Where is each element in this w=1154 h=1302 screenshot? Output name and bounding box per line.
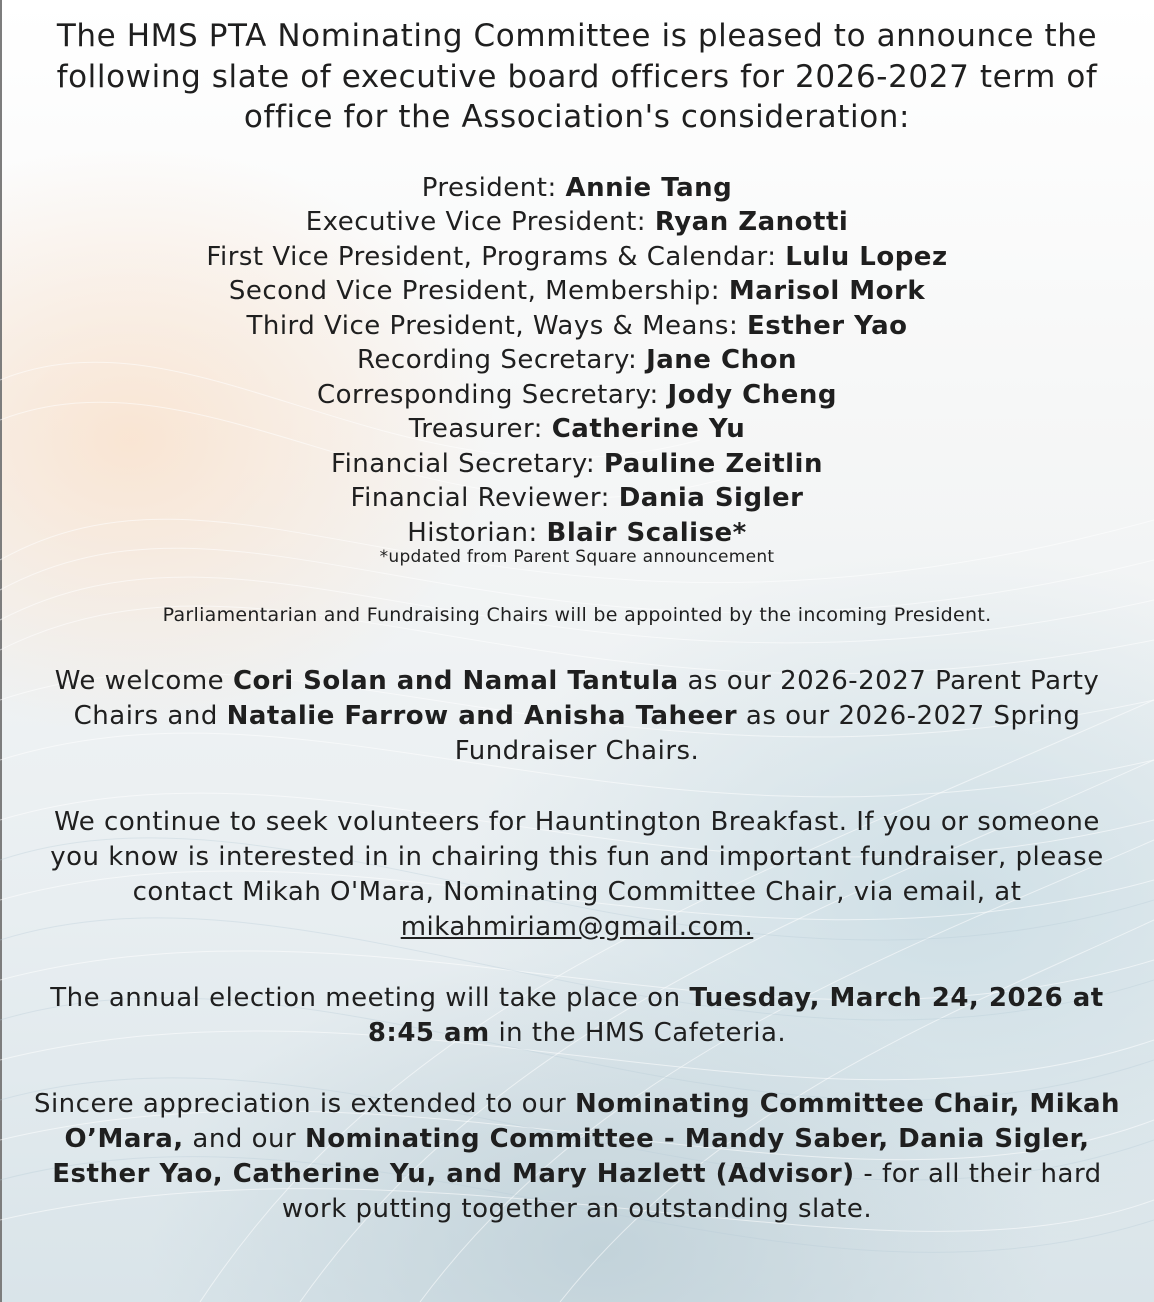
thanks-text: Sincere appreciation is extended to our bbox=[33, 1089, 576, 1119]
officer-name: Jody Cheng bbox=[667, 379, 838, 410]
thanks-text: and our bbox=[183, 1124, 305, 1154]
welcome-text: as our 2026-2027 Parent Party Chairs and bbox=[73, 666, 1100, 731]
volunteers-paragraph bbox=[32, 805, 1122, 945]
officer-name: Jane Chon bbox=[646, 345, 797, 375]
officer-slate bbox=[0, 171, 1154, 551]
meeting-date: Tuesday, March 24, 2026 at 8:45 am bbox=[367, 983, 1104, 1048]
flyer-content bbox=[0, 16, 1154, 1227]
committee-members: Nominating Committee - Mandy Saber, Dania Sigler, Esther Yao, Catherine Yu, and Mary Hazlett (Advisor) bbox=[52, 1124, 1090, 1189]
officer-role: Third Vice President, Ways & Means: bbox=[246, 310, 739, 341]
officer-name: Lulu Lopez bbox=[785, 241, 948, 272]
officer-role: Executive Vice President: bbox=[305, 207, 647, 237]
officer-row bbox=[0, 378, 1154, 413]
officer-name: Marisol Mork bbox=[728, 276, 926, 306]
officer-name: Blair Scalise* bbox=[546, 517, 747, 548]
officer-row bbox=[0, 447, 1154, 482]
officer-role: Treasurer: bbox=[408, 414, 543, 444]
meeting-text: The annual election meeting will take place on bbox=[50, 983, 690, 1013]
contact-email-link[interactable]: mikahmiriam@gmail.com. bbox=[400, 912, 754, 942]
welcome-paragraph bbox=[32, 664, 1122, 769]
thanks-text: - for all their hard work putting together an outstanding slate. bbox=[281, 1159, 1102, 1224]
officer-role: President: bbox=[421, 172, 557, 203]
officer-name: Dania Sigler bbox=[618, 483, 804, 513]
appointed-chairs-note: Parliamentarian and Fundraising Chairs will be appointed by the incoming President. bbox=[162, 604, 992, 626]
parent-party-chairs: Cori Solan and Namal Tantula bbox=[232, 666, 679, 696]
officer-role: Historian: bbox=[407, 517, 538, 548]
officer-row bbox=[0, 412, 1154, 447]
officer-row bbox=[0, 205, 1154, 240]
officer-name: Annie Tang bbox=[565, 172, 733, 203]
welcome-text: as our 2026-2027 Spring Fundraiser Chairs. bbox=[454, 701, 1081, 766]
committee-chair: Nominating Committee Chair, Mikah O’Mara, bbox=[64, 1089, 1121, 1154]
officer-row bbox=[0, 171, 1154, 206]
volunteers-text: We continue to seek volunteers for Hauntington Breakfast. If you or someone you know is interested in in chairing this fun and important fundraiser, please contact Mikah O'Mara, Nominating Committee Chair, via email, at bbox=[50, 807, 1104, 907]
officer-row bbox=[0, 309, 1154, 344]
spring-fundraiser-chairs: Natalie Farrow and Anisha Taheer bbox=[226, 701, 738, 731]
officer-row bbox=[0, 343, 1154, 378]
meeting-text: in the HMS Cafeteria. bbox=[489, 1018, 787, 1048]
intro-paragraph: The HMS PTA Nominating Committee is pleased to announce the following slate of executive board officers for 2026-2027 term of office for the Association's consideration: bbox=[56, 18, 1098, 135]
officer-role: Recording Secretary: bbox=[357, 345, 638, 375]
officer-name: Esther Yao bbox=[746, 310, 908, 341]
officer-name: Ryan Zanotti bbox=[654, 207, 849, 237]
officer-row bbox=[0, 240, 1154, 275]
officer-name: Pauline Zeitlin bbox=[603, 448, 823, 479]
meeting-paragraph bbox=[32, 981, 1122, 1051]
officer-name: Catherine Yu bbox=[551, 414, 746, 444]
officer-role: Corresponding Secretary: bbox=[316, 379, 659, 410]
update-footnote: *updated from Parent Square announcement bbox=[379, 547, 775, 567]
officer-role: First Vice President, Programs & Calendar: bbox=[206, 241, 777, 272]
officer-role: Financial Reviewer: bbox=[350, 483, 610, 513]
officer-row bbox=[0, 516, 1154, 551]
thanks-paragraph bbox=[32, 1087, 1122, 1227]
officer-role: Financial Secretary: bbox=[331, 448, 596, 479]
welcome-text: We welcome bbox=[54, 666, 233, 696]
officer-role: Second Vice President, Membership: bbox=[228, 276, 721, 306]
officer-row bbox=[0, 274, 1154, 309]
officer-row bbox=[0, 481, 1154, 516]
